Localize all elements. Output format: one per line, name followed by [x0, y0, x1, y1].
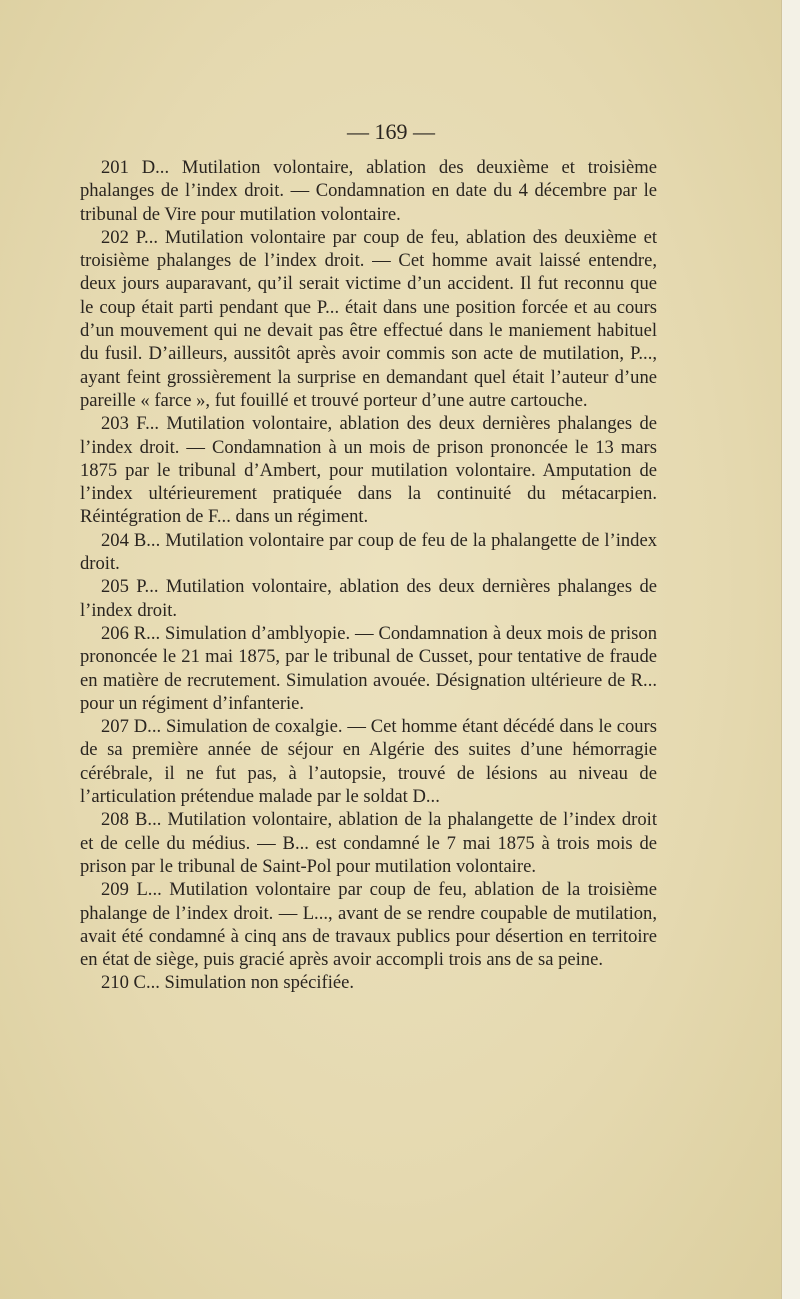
entry-203: 203 F... Mutilation volontaire, ablation des deux dernières phalanges de l’index droit. — Condamnation à un mois de prison prononcée le 13 mars 1875 par le tribunal d’Ambert, pour mutilation volontaire. Amputation de l’index ultérieurement pratiquée dans la continuité du métacarpien. Réintégration de F... dans un régiment.	[80, 413, 657, 528]
entry-202: 202 P... Mutilation volontaire par coup de feu, ablation des deuxième et troisième phalanges de l’index droit. — Cet homme avait laissé entendre, deux jours auparavant, qu’il serait victime d’un accident. Il fut reconnu que le coup était parti pendant que P... était dans une position forcée et au cours d’un mouvement qui ne devait pas être effectué dans le maniement habituel du fusil. D’ailleurs, aussitôt après avoir commis son acte de mutilation, P..., ayant feint grossièrement la surprise en demandant quel était l’auteur d’une pareille « farce », fut fouillé et trouvé porteur d’une autre cartouche.	[80, 226, 657, 411]
scan-margin	[781, 0, 800, 1299]
entry-208: 208 B... Mutilation volontaire, ablation de la phalangette de l’index droit et de celle du médius. — B... est condamné le 7 mai 1875 à trois mois de prison par le tribunal de Saint-Pol pour mutilation volontaire.	[80, 809, 657, 877]
entry-207: 207 D... Simulation de coxalgie. — Cet homme étant décédé dans le cours de sa première année de séjour en Algérie des suites d’une hémorragie cérébrale, il ne fut pas, à l’autopsie, trouvé de lésions au niveau de l’articulation prétendue malade par le soldat D...	[80, 716, 657, 808]
entry-210: 210 C... Simulation non spécifiée.	[101, 972, 355, 994]
entry-201: 201 D... Mutilation volontaire, ablation des deuxième et troisième phalanges de l’index droit. — Condamnation en date du 4 décembre par le tribunal de Vire pour mutilation volontaire.	[80, 157, 657, 225]
page-number: — 169 —	[347, 119, 435, 144]
entry-205: 205 P... Mutilation volontaire, ablation des deux dernières phalanges de l’index droit.	[80, 576, 657, 621]
text-body	[80, 156, 657, 995]
entry-209: 209 L... Mutilation volontaire par coup de feu, ablation de la troisième phalange de l’index droit. — L..., avant de se rendre coupable de mutilation, avait été condamné à cinq ans de travaux publics pour désertion en territoire en état de siège, puis gracié après avoir accompli trois ans de sa peine.	[80, 879, 657, 971]
entry-206: 206 R... Simulation d’amblyopie. — Condamnation à deux mois de prison prononcée le 21 mai 1875, par le tribunal de Cusset, pour tentative de fraude en matière de recrutement. Simulation avouée. Désignation ultérieure de R... pour un régiment d’infanterie.	[80, 622, 657, 714]
entry-204: 204 B... Mutilation volontaire par coup de feu de la phalangette de l’index droit.	[80, 529, 657, 575]
